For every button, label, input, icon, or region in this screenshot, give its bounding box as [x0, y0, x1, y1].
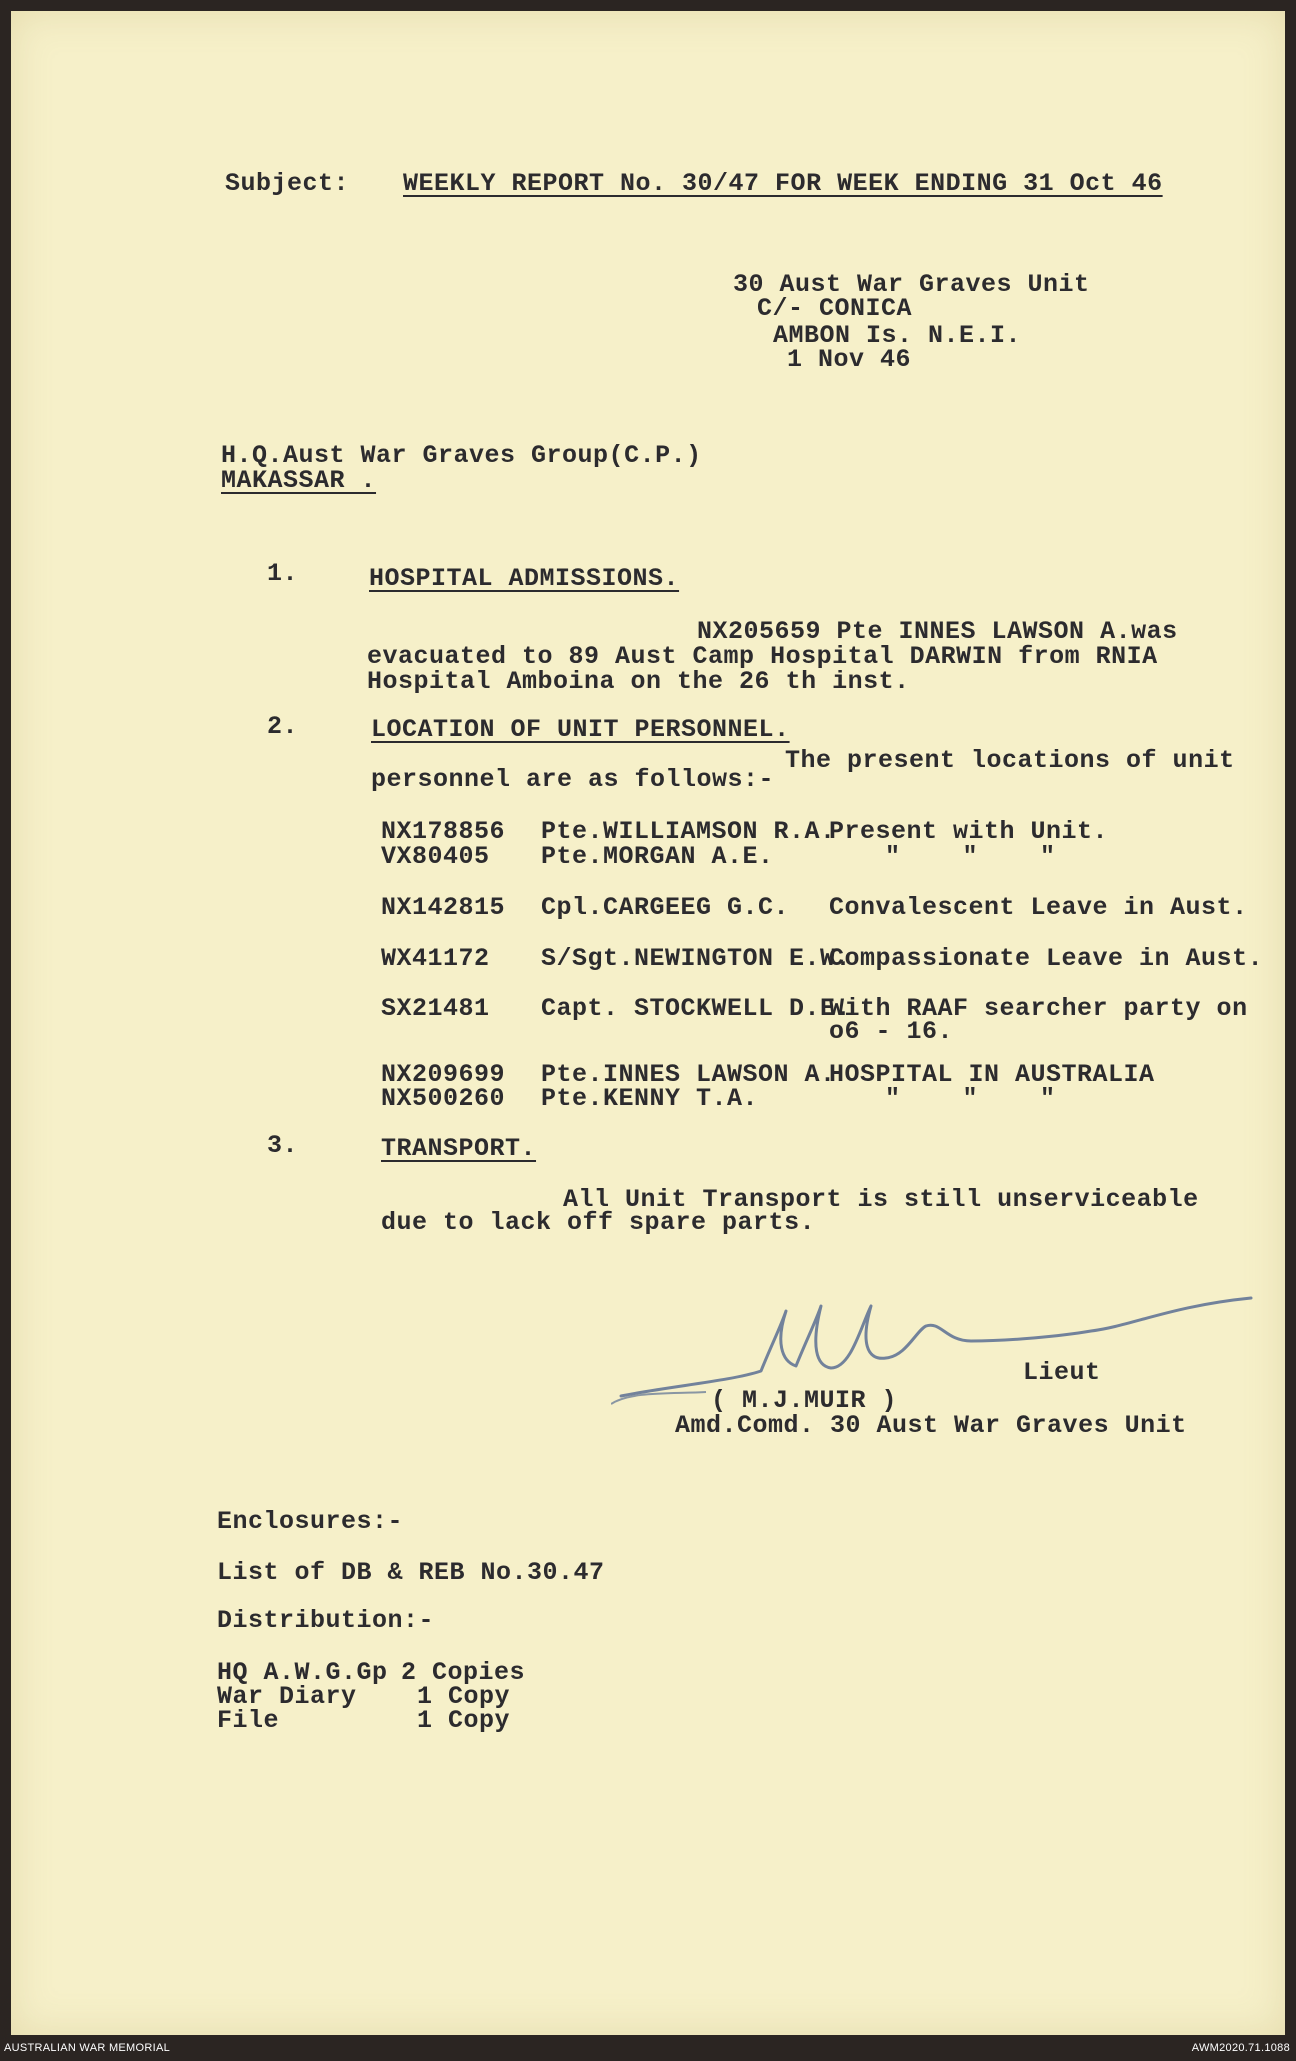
enclosures-item: List of DB & REB No.30.47: [217, 1558, 605, 1587]
section-1-line-2: evacuated to 89 Aust Camp Hospital DARWIN from RNIA: [367, 642, 1158, 671]
distribution-copies: 1 Copy: [417, 1682, 511, 1711]
personnel-status: With RAAF searcher party on: [829, 994, 1248, 1023]
distribution-label: Distribution:-: [217, 1606, 435, 1635]
section-1-heading: HOSPITAL ADMISSIONS.: [369, 564, 680, 593]
section-2-number: 2.: [267, 712, 299, 741]
addressee-line-1: H.Q.Aust War Graves Group(C.P.): [221, 441, 702, 470]
report-title: WEEKLY REPORT No. 30/47 FOR WEEK ENDING 31 Oct 46: [403, 169, 1163, 198]
distribution-copies: 2 Copies: [401, 1658, 526, 1687]
distribution-copies: 1 Copy: [417, 1706, 511, 1735]
personnel-name: Cpl.CARGEEG G.C.: [541, 893, 790, 922]
personnel-status: " " ": [885, 1084, 1056, 1113]
personnel-name: Pte.INNES LAWSON A.: [541, 1060, 836, 1089]
personnel-number: VX80405: [381, 842, 490, 871]
signoff-rank: Lieut: [1023, 1358, 1101, 1387]
personnel-name: Pte.WILLIAMSON R.A.: [541, 817, 836, 846]
signature: [611, 1286, 1271, 1426]
personnel-name: S/Sgt.NEWINGTON E.W.: [541, 944, 852, 973]
archive-credit: AUSTRALIAN WAR MEMORIAL: [4, 2042, 171, 2054]
section-3-number: 3.: [267, 1131, 299, 1160]
personnel-status: Convalescent Leave in Aust.: [829, 893, 1248, 922]
distribution-recipient: HQ A.W.G.Gp: [217, 1658, 388, 1687]
section-1-line-3: Hospital Amboina on the 26 th inst.: [367, 667, 910, 696]
personnel-status: " " ": [885, 842, 1056, 871]
section-3-line-2: due to lack off spare parts.: [381, 1208, 816, 1237]
personnel-status: Compassionate Leave in Aust.: [829, 944, 1264, 973]
personnel-name: Pte.MORGAN A.E.: [541, 842, 774, 871]
personnel-number: NX500260: [381, 1084, 506, 1113]
section-2-heading: LOCATION OF UNIT PERSONNEL.: [371, 715, 790, 744]
signoff-title: Amd.Comd. 30 Aust War Graves Unit: [675, 1411, 1187, 1440]
personnel-number: NX178856: [381, 817, 506, 846]
signoff-name: ( M.J.MUIR ): [711, 1386, 898, 1415]
section-1-line-1: NX205659 Pte INNES LAWSON A.was: [697, 617, 1178, 646]
enclosures-label: Enclosures:-: [217, 1507, 404, 1536]
section-2-intro-1: The present locations of unit: [785, 746, 1235, 775]
section-2-intro-2: personnel are as follows:-: [371, 765, 775, 794]
personnel-number: SX21481: [381, 994, 490, 1023]
distribution-recipient: File: [217, 1706, 280, 1735]
sender-date: 1 Nov 46: [787, 345, 912, 374]
distribution-recipient: War Diary: [217, 1682, 357, 1711]
personnel-status-continued: o6 - 16.: [829, 1017, 954, 1046]
sender-care-of: C/- CONICA: [757, 294, 913, 323]
sender-location: AMBON Is. N.E.I.: [773, 321, 1022, 350]
document-page: [11, 11, 1285, 2035]
sender-unit: 30 Aust War Graves Unit: [733, 270, 1090, 299]
section-1-number: 1.: [267, 559, 299, 588]
personnel-number: WX41172: [381, 944, 490, 973]
subject-label: Subject:: [225, 169, 350, 198]
personnel-name: Pte.KENNY T.A.: [541, 1084, 759, 1113]
personnel-status: HOSPITAL IN AUSTRALIA: [829, 1060, 1155, 1089]
personnel-status: Present with Unit.: [829, 817, 1109, 846]
addressee-line-2: MAKASSAR .: [221, 466, 377, 495]
personnel-name: Capt. STOCKWELL D.E.: [541, 994, 852, 1023]
section-3-heading: TRANSPORT.: [381, 1134, 537, 1163]
personnel-number: NX209699: [381, 1060, 506, 1089]
personnel-number: NX142815: [381, 893, 506, 922]
section-3-line-1: All Unit Transport is still unserviceable: [563, 1185, 1199, 1214]
archive-accession-number: AWM2020.71.1088: [1191, 2042, 1290, 2054]
